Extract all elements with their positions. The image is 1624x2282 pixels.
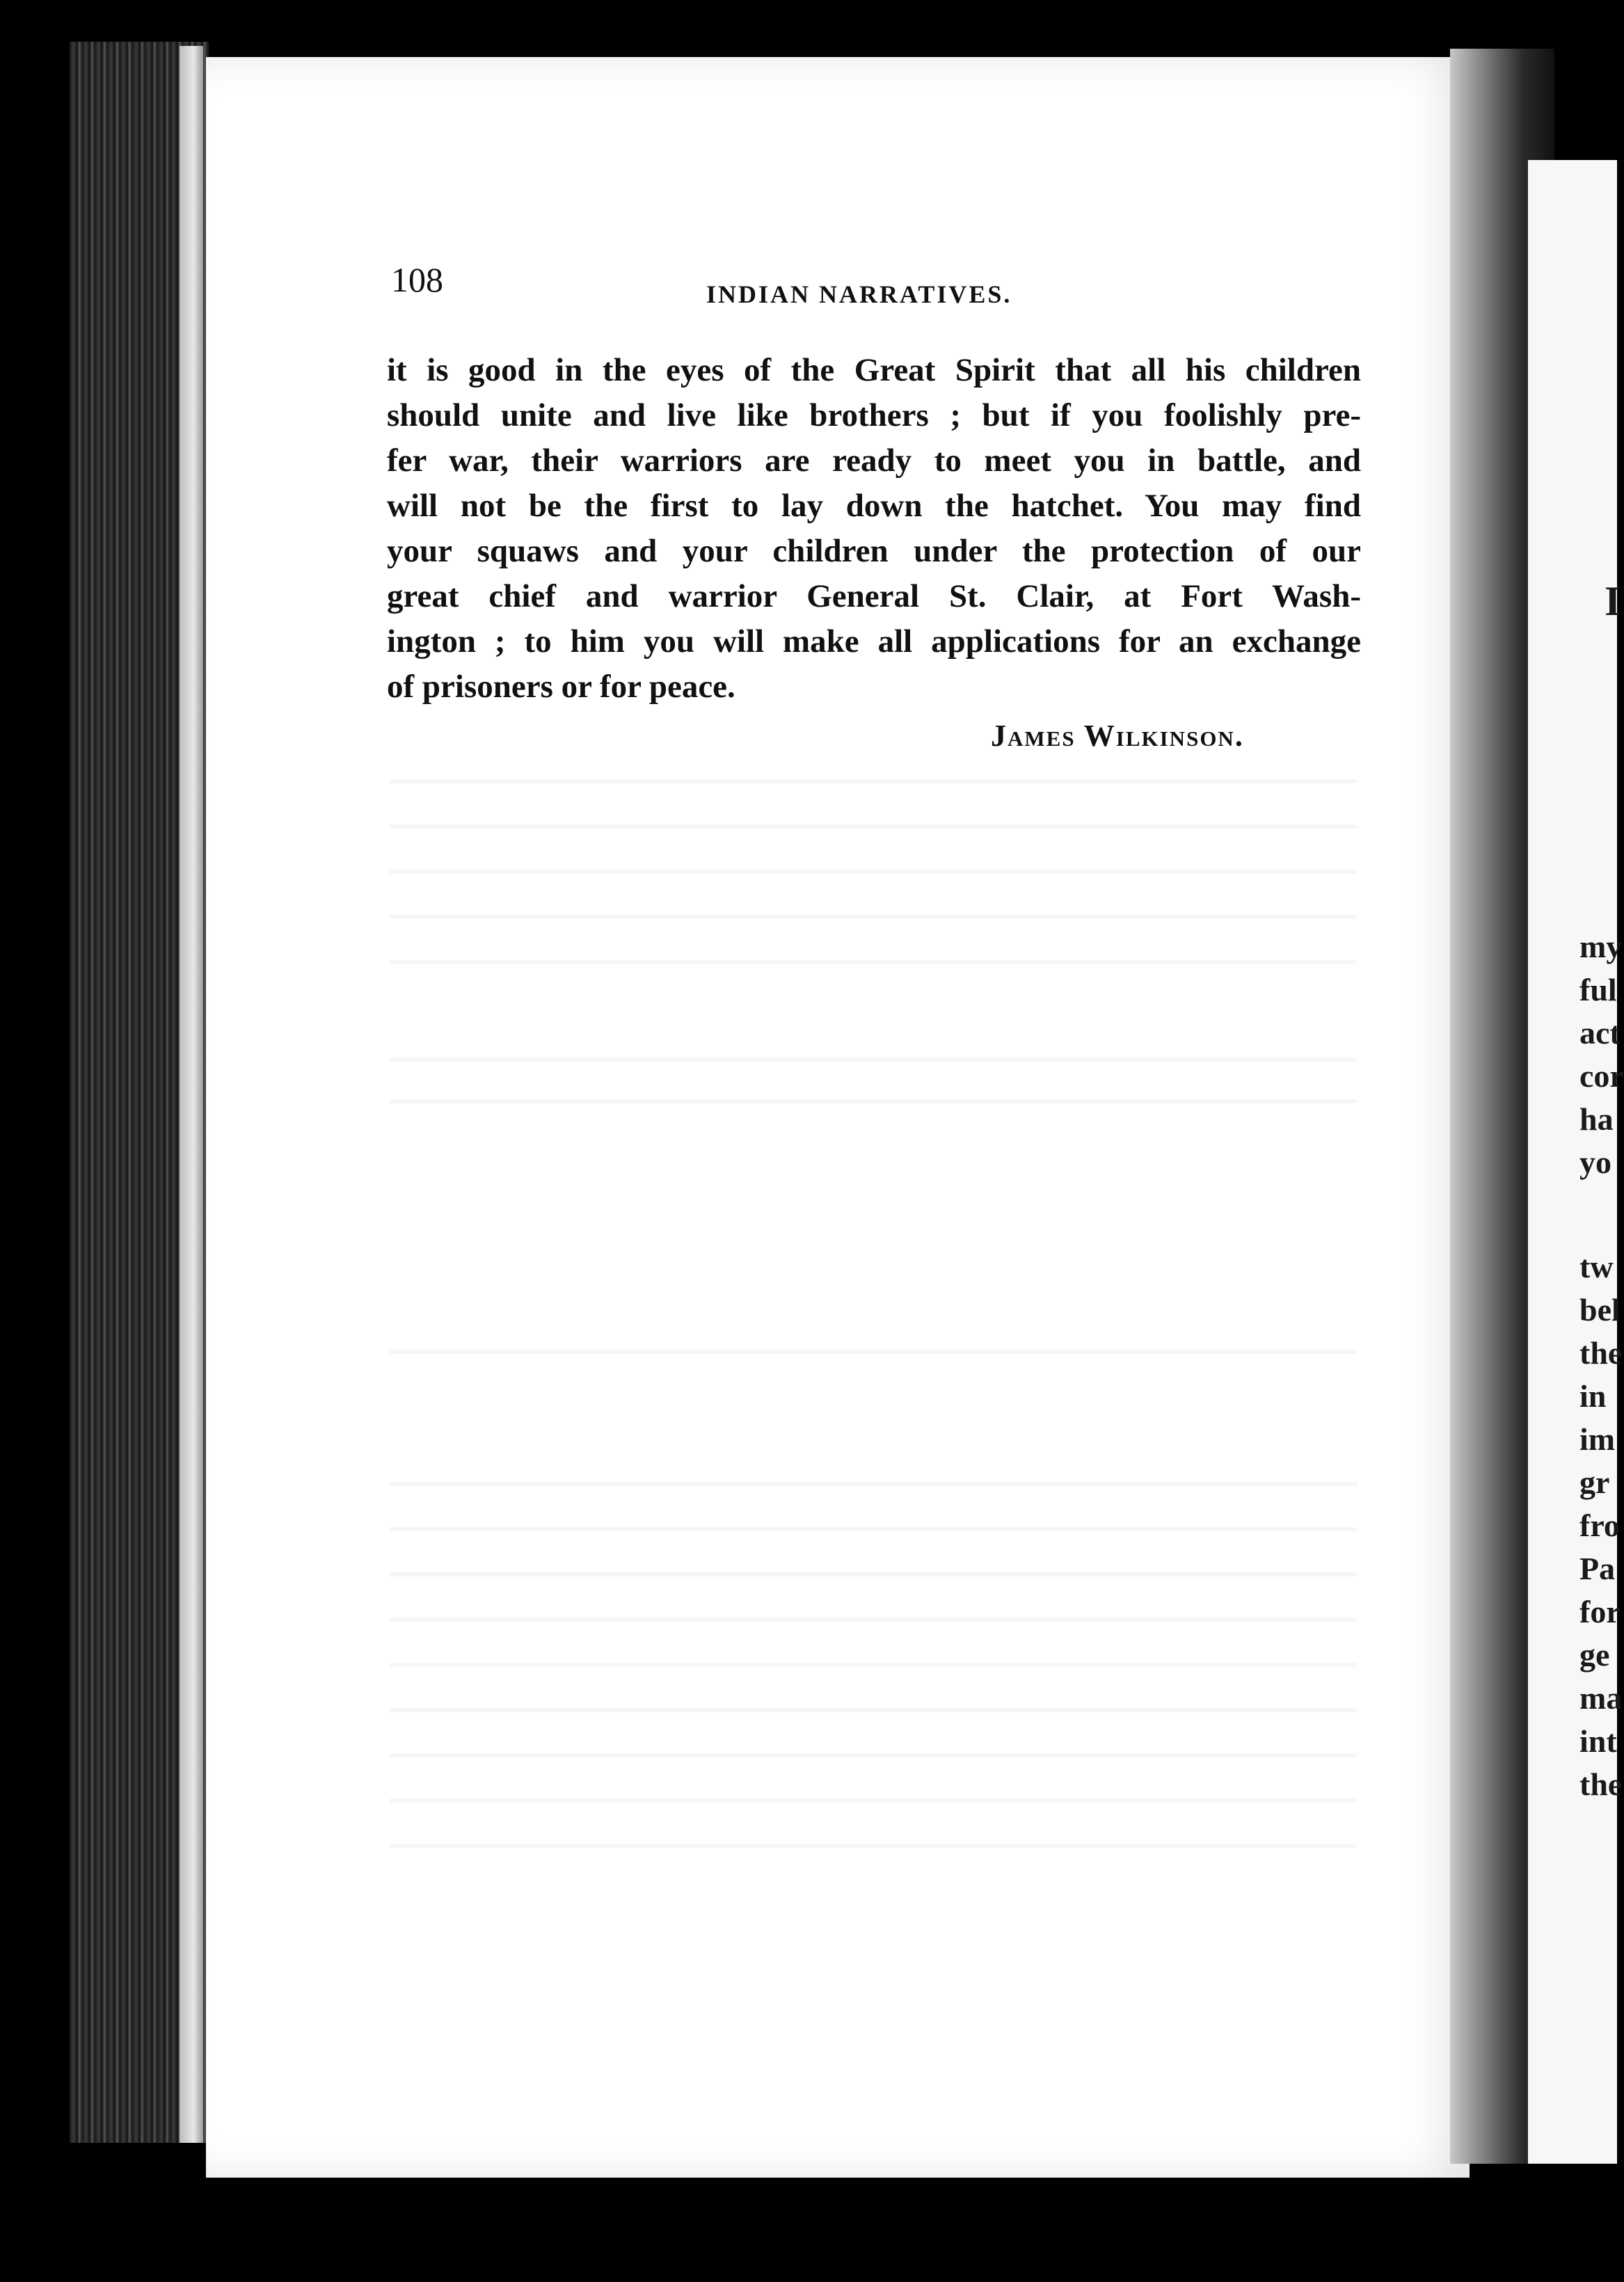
text-line: great chief and warrior General St. Clair, at Fort Wash- <box>387 578 1361 614</box>
bleed-through-line <box>390 960 1357 964</box>
facing-word: im <box>1579 1421 1616 1457</box>
facing-page <box>1528 160 1624 2164</box>
bleed-through-line <box>390 1753 1357 1757</box>
bleed-through-line <box>390 824 1357 829</box>
bleed-through-line <box>390 1663 1357 1667</box>
facing-word: bel <box>1579 1292 1621 1327</box>
bleed-through-line <box>390 1708 1357 1712</box>
facing-word: for <box>1579 1594 1621 1629</box>
facing-word: cor <box>1579 1058 1624 1094</box>
facing-page-fragments-1 <box>1528 925 1624 1184</box>
bleed-through-line <box>390 1798 1357 1803</box>
bleed-through-line <box>390 1099 1357 1103</box>
text-line: fer war, their warriors are ready to meet you in battle, and <box>387 442 1361 479</box>
facing-word: int <box>1579 1723 1617 1759</box>
facing-page-fragments-2 <box>1528 1245 1622 1806</box>
facing-word: ge <box>1579 1637 1610 1673</box>
facing-word: ma <box>1579 1680 1623 1716</box>
facing-word: yo <box>1579 1144 1611 1180</box>
page-edge-strip <box>180 46 203 2143</box>
facing-word: in <box>1579 1378 1607 1414</box>
bleed-through-line <box>390 1527 1357 1531</box>
bleed-through-line <box>390 1572 1357 1577</box>
text-line: of prisoners or for peace. <box>387 669 735 705</box>
facing-word: fro <box>1579 1508 1620 1543</box>
page-number: 108 <box>391 260 443 299</box>
facing-page-capital: I <box>1605 578 1621 624</box>
facing-word: the <box>1579 1335 1623 1371</box>
facing-word: ful <box>1579 972 1617 1007</box>
bleed-through-line <box>390 1618 1357 1622</box>
facing-word: Pa <box>1579 1551 1616 1586</box>
body-text <box>387 348 1361 710</box>
bleed-through-line <box>390 870 1357 874</box>
bleed-through-line <box>390 915 1357 919</box>
bleed-through-line <box>390 779 1357 783</box>
bleed-through-line <box>390 1058 1357 1062</box>
facing-word: ha <box>1579 1101 1614 1137</box>
text-line: ington ; to him you will make all applications for an exchange <box>387 623 1361 660</box>
facing-word: gr <box>1579 1465 1610 1500</box>
text-line: should unite and live like brothers ; but if you foolishly pre- <box>387 397 1361 433</box>
bleed-through-line <box>390 1844 1357 1848</box>
text-line: your squaws and your children under the protection of our <box>387 533 1361 569</box>
facing-word: the <box>1579 1766 1623 1802</box>
running-title: INDIAN NARRATIVES. <box>706 280 1012 308</box>
text-line: it is good in the eyes of the Great Spirit that all his children <box>387 352 1361 388</box>
facing-word: act <box>1579 1015 1621 1051</box>
facing-word: tw <box>1579 1249 1614 1284</box>
facing-word: my <box>1579 929 1623 964</box>
bleed-through-line <box>390 1350 1357 1354</box>
bleed-through-line <box>390 1482 1357 1486</box>
signature: James Wilkinson. <box>991 719 1244 753</box>
text-line: will not be the first to lay down the hatchet. You may find <box>387 488 1361 524</box>
